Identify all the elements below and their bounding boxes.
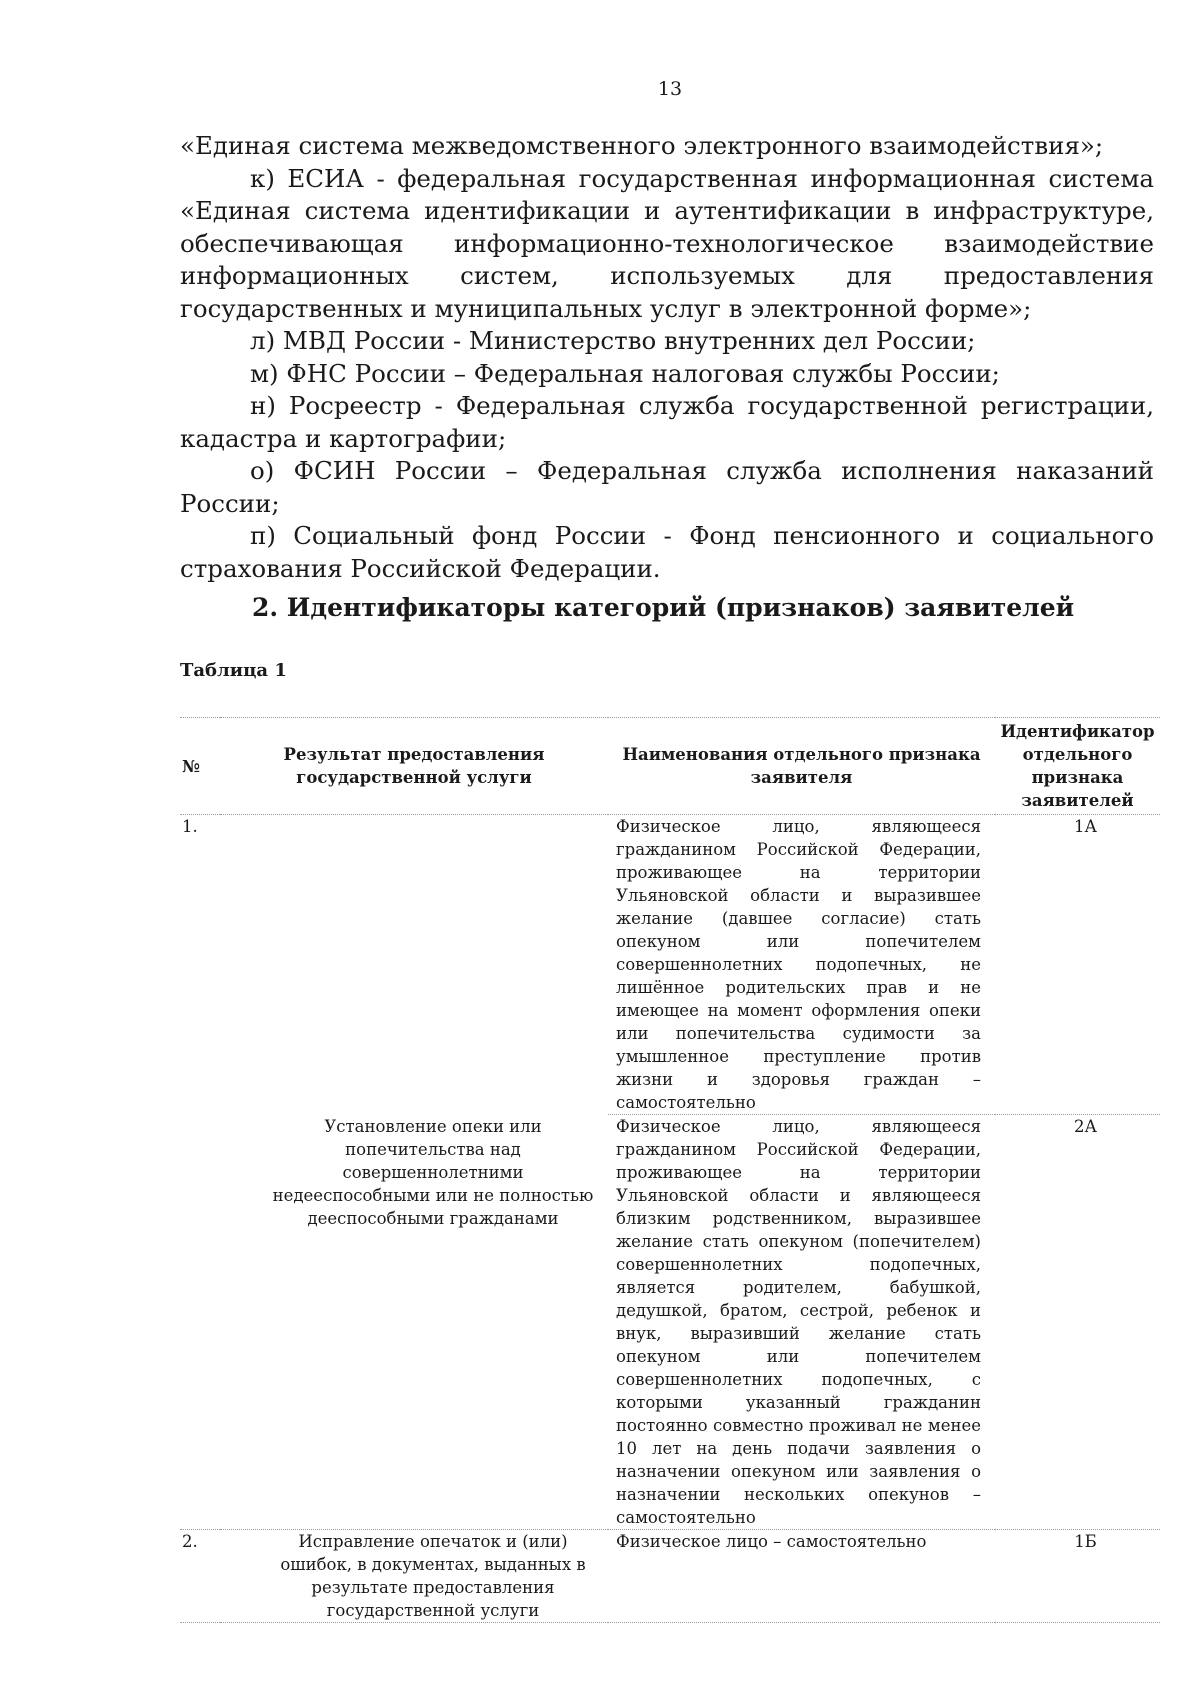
row-feature: Физическое лицо, являющееся гражданином Российской Федерации, проживающее на территории Ульяновской области и выразившее желание (давшее согласие) стать опекуном или попечителем совершеннолетних подопечных, не лишённое родительских прав и не имеющее на момент оформления опеки или попечительства судимости за умышленное преступление против жизни и здоровья граждан – самостоятельно — [608, 815, 995, 1115]
header-result: Результат предоставления государственной услуги — [220, 718, 608, 815]
row-result: Исправление опечаток и (или) ошибок, в документах, выданных в результате предоставления государственной услуги — [220, 1530, 608, 1623]
row-identifier: 1А — [995, 815, 1160, 1115]
table-header-row — [180, 718, 1160, 815]
paragraph-fns: м) ФНС России – Федеральная налоговая службы России; — [250, 358, 1000, 388]
table-caption: Таблица 1 — [180, 660, 287, 681]
header-feature: Наименования отдельного признака заявителя — [608, 718, 995, 815]
row-identifier: 1Б — [995, 1530, 1160, 1623]
table-row — [180, 1530, 1160, 1623]
row-feature: Физическое лицо, являющееся гражданином Российской Федерации, проживающее на территории Ульяновской области и являющееся близким родственником, выразившее желание стать опекуном (попечителем) совершеннолетних подопечных, является родителем, бабушкой, дедушкой, братом, сестрой, ребенок и внук, выразивший желание стать опекуном или попечителем совершеннолетних подопечных, с которыми указанный гражданин постоянно совместно проживал не менее 10 лет на день подачи заявления о назначении опекуном или заявления о назначении нескольких опекунов – самостоятельно — [608, 1115, 995, 1530]
paragraph-mvd: л) МВД России - Министерство внутренних дел России; — [250, 326, 976, 355]
paragraph-esmev-end: «Единая система межведомственного электронного взаимодействия»; — [180, 131, 1104, 160]
row-identifier: 2А — [995, 1115, 1160, 1530]
paragraph-esia: к) ЕСИА - федеральная государственная информационная система «Единая система идентификации и аутентификации в инфраструктуре, обеспечивающая информационно-технологическое взаимодействие информационных систем, используемых для предоставления государственных и муниципальных услуг в электронной форме»; — [180, 163, 1154, 323]
row-number: 2. — [180, 1530, 220, 1623]
applicant-categories-table — [180, 717, 1160, 1623]
intro-text — [180, 130, 1154, 585]
row-number: 1. — [180, 815, 220, 1530]
table-row — [180, 815, 1160, 1115]
paragraph-fsin: о) ФСИН России – Федеральная служба исполнения наказаний России; — [180, 456, 1154, 518]
paragraph-rosreestr: н) Росреестр - Федеральная служба государственной регистрации, кадастра и картографии; — [180, 391, 1154, 453]
row-result: Установление опеки или попечительства над совершеннолетними недееспособными или не полностью дееспособными гражданами — [220, 815, 608, 1530]
paragraph-sfr: п) Социальный фонд России - Фонд пенсионного и социального страхования Российской Федерации. — [180, 521, 1154, 583]
row-feature: Физическое лицо – самостоятельно — [608, 1530, 995, 1623]
header-identifier: Идентификатор отдельного признака заявителей — [995, 718, 1160, 815]
page-number: 13 — [657, 78, 683, 100]
header-number: № — [180, 718, 220, 815]
section-heading: 2. Идентификаторы категорий (признаков) заявителей — [252, 593, 1075, 622]
